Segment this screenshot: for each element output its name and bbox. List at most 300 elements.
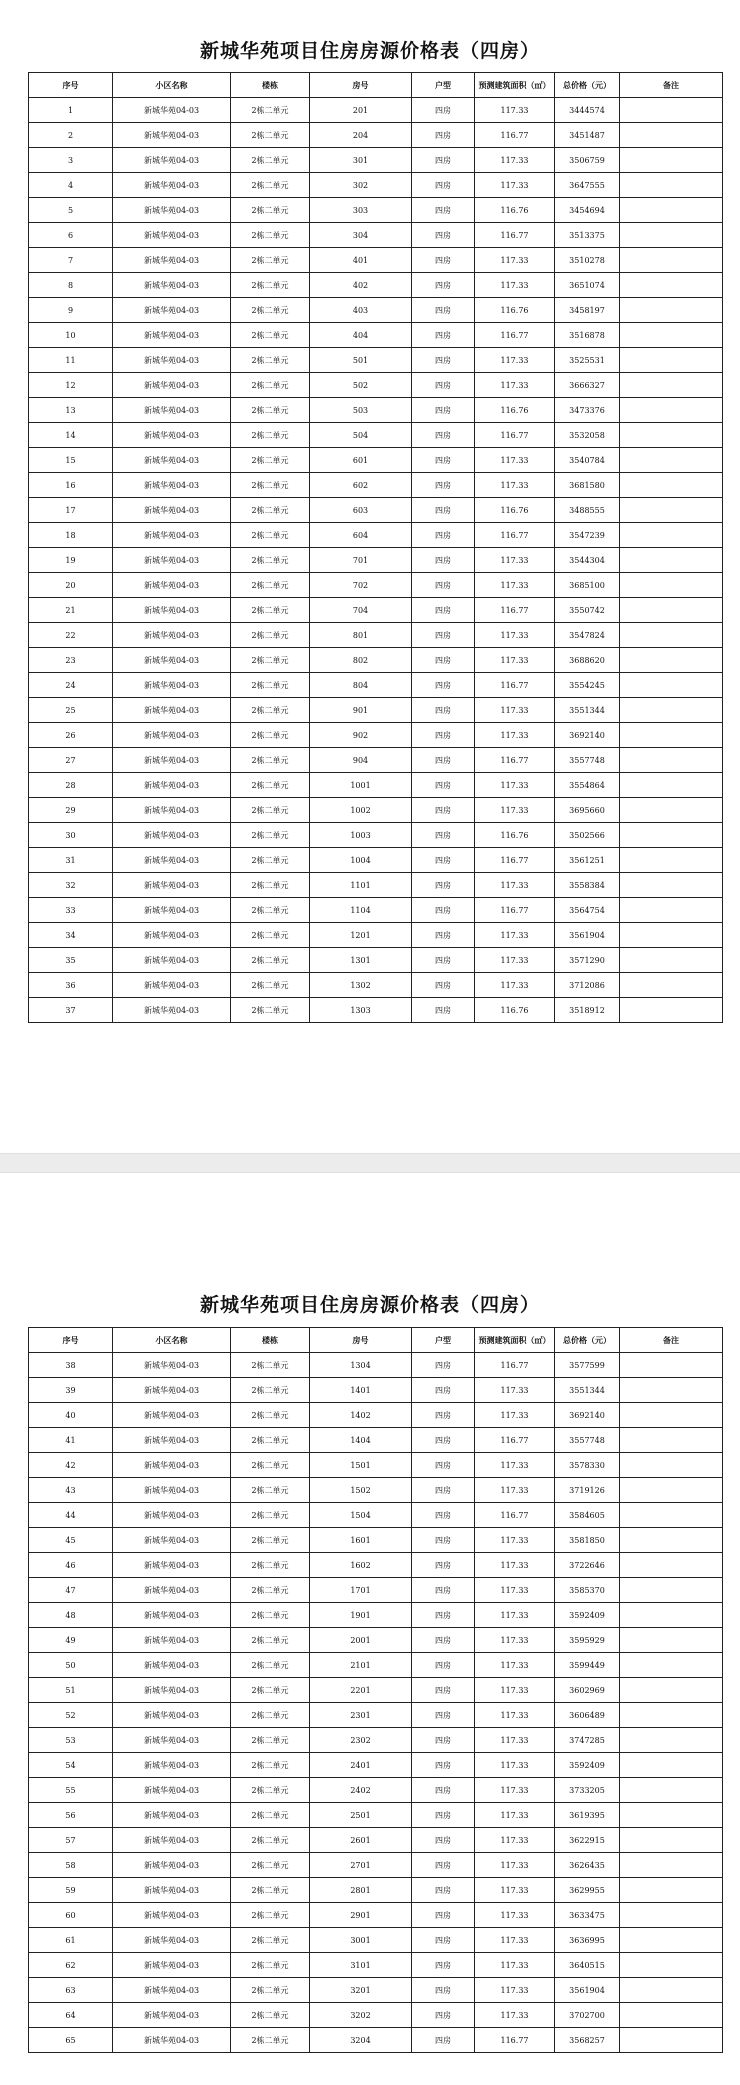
- table-row: [29, 223, 723, 248]
- table-cell: 43: [29, 1478, 113, 1503]
- table-cell: [620, 1828, 723, 1853]
- table-cell: [620, 1403, 723, 1428]
- table-row: [29, 1953, 723, 1978]
- table-cell: 19: [29, 548, 113, 573]
- table-cell: [620, 1628, 723, 1653]
- table-cell: 2栋二单元: [231, 923, 310, 948]
- table-cell: 116.77: [475, 748, 555, 773]
- table-row: [29, 673, 723, 698]
- table-cell: 904: [310, 748, 412, 773]
- table-cell: 新城华苑04-03: [113, 173, 231, 198]
- table-cell: 117.33: [475, 1903, 555, 1928]
- table-cell: 117.33: [475, 473, 555, 498]
- table-cell: 35: [29, 948, 113, 973]
- table-cell: 2栋二单元: [231, 323, 310, 348]
- table-cell: 116.77: [475, 223, 555, 248]
- table-cell: 新城华苑04-03: [113, 1503, 231, 1528]
- table-cell: 3592409: [555, 1603, 620, 1628]
- table-cell: 901: [310, 698, 412, 723]
- table-cell: 117.33: [475, 1778, 555, 1803]
- table-row: [29, 448, 723, 473]
- table-cell: 四房: [412, 523, 475, 548]
- table-cell: 702: [310, 573, 412, 598]
- table-cell: 3584605: [555, 1503, 620, 1528]
- table-row: [29, 1453, 723, 1478]
- table-cell: 2栋二单元: [231, 1653, 310, 1678]
- table-cell: 新城华苑04-03: [113, 1803, 231, 1828]
- table-cell: 1302: [310, 973, 412, 998]
- table-cell: 新城华苑04-03: [113, 123, 231, 148]
- table-cell: 3451487: [555, 123, 620, 148]
- table-cell: 2栋二单元: [231, 1928, 310, 1953]
- table-cell: [620, 123, 723, 148]
- table-cell: 117.33: [475, 273, 555, 298]
- table-cell: 117.33: [475, 648, 555, 673]
- table-cell: 116.76: [475, 298, 555, 323]
- table-cell: [620, 523, 723, 548]
- table-cell: 117.33: [475, 798, 555, 823]
- table-cell: 2栋二单元: [231, 673, 310, 698]
- table-cell: 四房: [412, 723, 475, 748]
- table-cell: 116.77: [475, 673, 555, 698]
- table-cell: 四房: [412, 1928, 475, 1953]
- table-cell: 65: [29, 2028, 113, 2053]
- table-cell: [620, 1978, 723, 2003]
- table-row: [29, 1903, 723, 1928]
- table-cell: 401: [310, 248, 412, 273]
- table-cell: 3554245: [555, 673, 620, 698]
- header-cell: 总价格（元）: [555, 1328, 620, 1353]
- table-cell: 新城华苑04-03: [113, 948, 231, 973]
- table-cell: 34: [29, 923, 113, 948]
- table-cell: [620, 473, 723, 498]
- table-row: [29, 873, 723, 898]
- table-cell: 3619395: [555, 1803, 620, 1828]
- table-cell: 3473376: [555, 398, 620, 423]
- table-cell: 四房: [412, 1903, 475, 1928]
- table-cell: 2栋二单元: [231, 98, 310, 123]
- header-cell: 备注: [620, 73, 723, 98]
- table-cell: 902: [310, 723, 412, 748]
- document-page-2: [0, 1173, 740, 2085]
- table-cell: [620, 98, 723, 123]
- table-cell: 四房: [412, 448, 475, 473]
- table-cell: 四房: [412, 198, 475, 223]
- table-row: [29, 1478, 723, 1503]
- table-row: [29, 348, 723, 373]
- table-row: [29, 973, 723, 998]
- table-row: [29, 1878, 723, 1903]
- table-row: [29, 473, 723, 498]
- table-cell: 四房: [412, 423, 475, 448]
- table-cell: 2栋二单元: [231, 1628, 310, 1653]
- table-cell: 四房: [412, 223, 475, 248]
- table-cell: 116.77: [475, 1503, 555, 1528]
- table-cell: 14: [29, 423, 113, 448]
- table-cell: 2301: [310, 1703, 412, 1728]
- table-row: [29, 1828, 723, 1853]
- table-cell: 四房: [412, 1628, 475, 1653]
- table-cell: 2501: [310, 1803, 412, 1828]
- table-cell: [620, 348, 723, 373]
- table-row: [29, 698, 723, 723]
- table-cell: 117.33: [475, 1653, 555, 1678]
- table-cell: 1602: [310, 1553, 412, 1578]
- table-cell: 13: [29, 398, 113, 423]
- table-cell: 3733205: [555, 1778, 620, 1803]
- table-cell: 四房: [412, 1728, 475, 1753]
- table-cell: 2801: [310, 1878, 412, 1903]
- table-cell: 2栋二单元: [231, 2003, 310, 2028]
- table-cell: 2栋二单元: [231, 173, 310, 198]
- table-cell: 3578330: [555, 1453, 620, 1478]
- table-cell: 新城华苑04-03: [113, 1828, 231, 1853]
- table-cell: 3651074: [555, 273, 620, 298]
- table-row: [29, 298, 723, 323]
- table-cell: [620, 373, 723, 398]
- table-cell: 3599449: [555, 1653, 620, 1678]
- table-cell: [620, 198, 723, 223]
- table-cell: 2栋二单元: [231, 798, 310, 823]
- table-cell: 四房: [412, 1453, 475, 1478]
- table-cell: 503: [310, 398, 412, 423]
- table-cell: 52: [29, 1703, 113, 1728]
- table-cell: 117.33: [475, 373, 555, 398]
- table-cell: 2栋二单元: [231, 473, 310, 498]
- table-cell: 新城华苑04-03: [113, 348, 231, 373]
- table-cell: 3544304: [555, 548, 620, 573]
- table-cell: 新城华苑04-03: [113, 523, 231, 548]
- table-cell: 2栋二单元: [231, 598, 310, 623]
- table-cell: 116.77: [475, 848, 555, 873]
- table-row: [29, 1928, 723, 1953]
- table-cell: 新城华苑04-03: [113, 1628, 231, 1653]
- table-cell: 1502: [310, 1478, 412, 1503]
- header-cell: 预测建筑面积（㎡）: [475, 73, 555, 98]
- table-cell: 2栋二单元: [231, 1503, 310, 1528]
- table-cell: 2栋二单元: [231, 1578, 310, 1603]
- table-cell: 新城华苑04-03: [113, 998, 231, 1023]
- table-cell: [620, 1353, 723, 1378]
- table-cell: 26: [29, 723, 113, 748]
- table-cell: [620, 1878, 723, 1903]
- table-cell: [620, 698, 723, 723]
- table-cell: 3602969: [555, 1678, 620, 1703]
- table-cell: 1701: [310, 1578, 412, 1603]
- table-cell: 32: [29, 873, 113, 898]
- table-cell: 116.77: [475, 523, 555, 548]
- table-cell: 15: [29, 448, 113, 473]
- table-cell: 2栋二单元: [231, 1678, 310, 1703]
- table-cell: 12: [29, 373, 113, 398]
- table-cell: 5: [29, 198, 113, 223]
- table-cell: 59: [29, 1878, 113, 1903]
- table-cell: 304: [310, 223, 412, 248]
- table-cell: 3666327: [555, 373, 620, 398]
- table-cell: 1104: [310, 898, 412, 923]
- table-cell: 1402: [310, 1403, 412, 1428]
- table-cell: 四房: [412, 823, 475, 848]
- table-cell: [620, 223, 723, 248]
- table-cell: 116.76: [475, 998, 555, 1023]
- table-cell: 3510278: [555, 248, 620, 273]
- table-cell: 2601: [310, 1828, 412, 1853]
- table-cell: [620, 548, 723, 573]
- table-cell: 1304: [310, 1353, 412, 1378]
- table-cell: 1504: [310, 1503, 412, 1528]
- table-cell: 四房: [412, 1753, 475, 1778]
- table-cell: 3747285: [555, 1728, 620, 1753]
- table-header-row: [29, 1328, 723, 1353]
- table-cell: 新城华苑04-03: [113, 248, 231, 273]
- table-cell: 四房: [412, 798, 475, 823]
- table-cell: 2201: [310, 1678, 412, 1703]
- table-cell: 1404: [310, 1428, 412, 1453]
- table-row: [29, 123, 723, 148]
- table-cell: 2001: [310, 1628, 412, 1653]
- table-cell: 四房: [412, 1778, 475, 1803]
- table-cell: 3685100: [555, 573, 620, 598]
- table-cell: [620, 648, 723, 673]
- table-cell: 3488555: [555, 498, 620, 523]
- table-cell: 116.77: [475, 1428, 555, 1453]
- table-cell: 3626435: [555, 1853, 620, 1878]
- table-cell: 新城华苑04-03: [113, 798, 231, 823]
- price-table: [28, 72, 723, 1023]
- table-cell: 29: [29, 798, 113, 823]
- table-cell: 2栋二单元: [231, 1953, 310, 1978]
- table-cell: 2栋二单元: [231, 1378, 310, 1403]
- table-cell: 117.33: [475, 2003, 555, 2028]
- table-cell: 新城华苑04-03: [113, 873, 231, 898]
- table-cell: 四房: [412, 298, 475, 323]
- table-cell: 2栋二单元: [231, 1728, 310, 1753]
- header-cell: 总价格（元）: [555, 73, 620, 98]
- table-cell: 2701: [310, 1853, 412, 1878]
- table-cell: 3681580: [555, 473, 620, 498]
- table-cell: 20: [29, 573, 113, 598]
- table-cell: [620, 1703, 723, 1728]
- table-cell: 54: [29, 1753, 113, 1778]
- table-cell: 3647555: [555, 173, 620, 198]
- table-cell: [620, 1503, 723, 1528]
- table-cell: 新城华苑04-03: [113, 1378, 231, 1403]
- table-cell: 四房: [412, 498, 475, 523]
- table-row: [29, 523, 723, 548]
- table-cell: 3585370: [555, 1578, 620, 1603]
- table-row: [29, 598, 723, 623]
- table-cell: 117.33: [475, 1803, 555, 1828]
- table-cell: 117.33: [475, 148, 555, 173]
- table-cell: 3595929: [555, 1628, 620, 1653]
- table-cell: 四房: [412, 348, 475, 373]
- table-cell: 2栋二单元: [231, 573, 310, 598]
- table-cell: 2栋二单元: [231, 223, 310, 248]
- table-cell: 新城华苑04-03: [113, 1678, 231, 1703]
- table-cell: 四房: [412, 598, 475, 623]
- table-cell: 3577599: [555, 1353, 620, 1378]
- table-cell: 2101: [310, 1653, 412, 1678]
- table-row: [29, 398, 723, 423]
- header-cell: 预测建筑面积（㎡）: [475, 1328, 555, 1353]
- table-row: [29, 498, 723, 523]
- table-cell: 49: [29, 1628, 113, 1653]
- table-cell: 新城华苑04-03: [113, 748, 231, 773]
- table-cell: 504: [310, 423, 412, 448]
- table-cell: 25: [29, 698, 113, 723]
- table-cell: 四房: [412, 1528, 475, 1553]
- table-cell: [620, 2028, 723, 2053]
- table-cell: 2栋二单元: [231, 1553, 310, 1578]
- table-cell: 2栋二单元: [231, 498, 310, 523]
- table-cell: 2栋二单元: [231, 1353, 310, 1378]
- table-row: [29, 1628, 723, 1653]
- table-row: [29, 248, 723, 273]
- table-cell: 31: [29, 848, 113, 873]
- table-cell: 2栋二单元: [231, 123, 310, 148]
- table-cell: 新城华苑04-03: [113, 398, 231, 423]
- table-cell: [620, 2003, 723, 2028]
- table-cell: 3571290: [555, 948, 620, 973]
- table-cell: 17: [29, 498, 113, 523]
- table-cell: 四房: [412, 1803, 475, 1828]
- table-cell: 2栋二单元: [231, 898, 310, 923]
- table-cell: 2栋二单元: [231, 1903, 310, 1928]
- table-cell: 新城华苑04-03: [113, 898, 231, 923]
- table-cell: 四房: [412, 1378, 475, 1403]
- table-cell: 33: [29, 898, 113, 923]
- header-cell: 房号: [310, 1328, 412, 1353]
- table-cell: 2栋二单元: [231, 773, 310, 798]
- table-cell: 新城华苑04-03: [113, 1878, 231, 1903]
- table-cell: 40: [29, 1403, 113, 1428]
- table-cell: 四房: [412, 748, 475, 773]
- table-cell: [620, 1803, 723, 1828]
- table-cell: 新城华苑04-03: [113, 1853, 231, 1878]
- table-cell: 2栋二单元: [231, 998, 310, 1023]
- table-cell: 2栋二单元: [231, 1428, 310, 1453]
- table-cell: 新城华苑04-03: [113, 148, 231, 173]
- table-cell: 502: [310, 373, 412, 398]
- table-cell: 新城华苑04-03: [113, 1978, 231, 2003]
- table-cell: [620, 248, 723, 273]
- table-cell: 新城华苑04-03: [113, 548, 231, 573]
- table-cell: 117.33: [475, 1978, 555, 2003]
- table-cell: 117.33: [475, 448, 555, 473]
- table-cell: 新城华苑04-03: [113, 673, 231, 698]
- table-cell: 117.33: [475, 173, 555, 198]
- table-cell: 3001: [310, 1928, 412, 1953]
- table-cell: 39: [29, 1378, 113, 1403]
- table-cell: 2栋二单元: [231, 423, 310, 448]
- table-cell: 四房: [412, 1678, 475, 1703]
- table-cell: 四房: [412, 273, 475, 298]
- table-row: [29, 748, 723, 773]
- table-cell: 1501: [310, 1453, 412, 1478]
- table-cell: [620, 1678, 723, 1703]
- table-cell: 61: [29, 1928, 113, 1953]
- table-cell: 51: [29, 1678, 113, 1703]
- table-cell: 新城华苑04-03: [113, 773, 231, 798]
- table-cell: 2栋二单元: [231, 1778, 310, 1803]
- table-cell: 3692140: [555, 723, 620, 748]
- table-cell: 1003: [310, 823, 412, 848]
- table-cell: [620, 1653, 723, 1678]
- table-row: [29, 898, 723, 923]
- table-cell: 6: [29, 223, 113, 248]
- table-row: [29, 798, 723, 823]
- table-cell: 2栋二单元: [231, 1703, 310, 1728]
- table-cell: 64: [29, 2003, 113, 2028]
- table-cell: 2栋二单元: [231, 748, 310, 773]
- table-cell: 新城华苑04-03: [113, 1403, 231, 1428]
- table-cell: 2栋二单元: [231, 973, 310, 998]
- table-cell: 2栋二单元: [231, 373, 310, 398]
- table-cell: 新城华苑04-03: [113, 1353, 231, 1378]
- table-cell: 新城华苑04-03: [113, 823, 231, 848]
- table-cell: 新城华苑04-03: [113, 198, 231, 223]
- table-cell: 801: [310, 623, 412, 648]
- table-cell: 28: [29, 773, 113, 798]
- table-cell: 新城华苑04-03: [113, 1528, 231, 1553]
- table-row: [29, 1853, 723, 1878]
- table-cell: 四房: [412, 1828, 475, 1853]
- table-cell: 2栋二单元: [231, 1603, 310, 1628]
- table-cell: 3568257: [555, 2028, 620, 2053]
- table-cell: 117.33: [475, 1753, 555, 1778]
- table-cell: 117.33: [475, 1853, 555, 1878]
- table-cell: 10: [29, 323, 113, 348]
- table-cell: 3532058: [555, 423, 620, 448]
- price-table: [28, 1327, 723, 2053]
- table-cell: 404: [310, 323, 412, 348]
- table-cell: 2栋二单元: [231, 1478, 310, 1503]
- table-cell: 27: [29, 748, 113, 773]
- table-cell: 新城华苑04-03: [113, 648, 231, 673]
- table-cell: 501: [310, 348, 412, 373]
- table-cell: 48: [29, 1603, 113, 1628]
- table-cell: 116.77: [475, 423, 555, 448]
- table-cell: 四房: [412, 873, 475, 898]
- table-cell: 2栋二单元: [231, 1528, 310, 1553]
- table-row: [29, 1553, 723, 1578]
- table-cell: 2栋二单元: [231, 2028, 310, 2053]
- header-cell: 备注: [620, 1328, 723, 1353]
- table-cell: 804: [310, 673, 412, 698]
- table-cell: 117.33: [475, 1728, 555, 1753]
- table-cell: 新城华苑04-03: [113, 1703, 231, 1728]
- table-cell: 2栋二单元: [231, 248, 310, 273]
- table-cell: 新城华苑04-03: [113, 923, 231, 948]
- table-cell: 117.33: [475, 348, 555, 373]
- page-title: 新城华苑项目住房房源价格表（四房）: [199, 1294, 540, 1316]
- table-cell: 3688620: [555, 648, 620, 673]
- table-row: [29, 998, 723, 1023]
- table-cell: 新城华苑04-03: [113, 1578, 231, 1603]
- table-cell: 新城华苑04-03: [113, 1653, 231, 1678]
- table-cell: 2栋二单元: [231, 1753, 310, 1778]
- table-cell: 四房: [412, 123, 475, 148]
- table-cell: [620, 623, 723, 648]
- table-cell: [620, 1778, 723, 1803]
- table-cell: 四房: [412, 98, 475, 123]
- table-cell: 3712086: [555, 973, 620, 998]
- table-cell: 402: [310, 273, 412, 298]
- table-cell: 1201: [310, 923, 412, 948]
- table-cell: 57: [29, 1828, 113, 1853]
- table-row: [29, 323, 723, 348]
- table-cell: 2栋二单元: [231, 1878, 310, 1903]
